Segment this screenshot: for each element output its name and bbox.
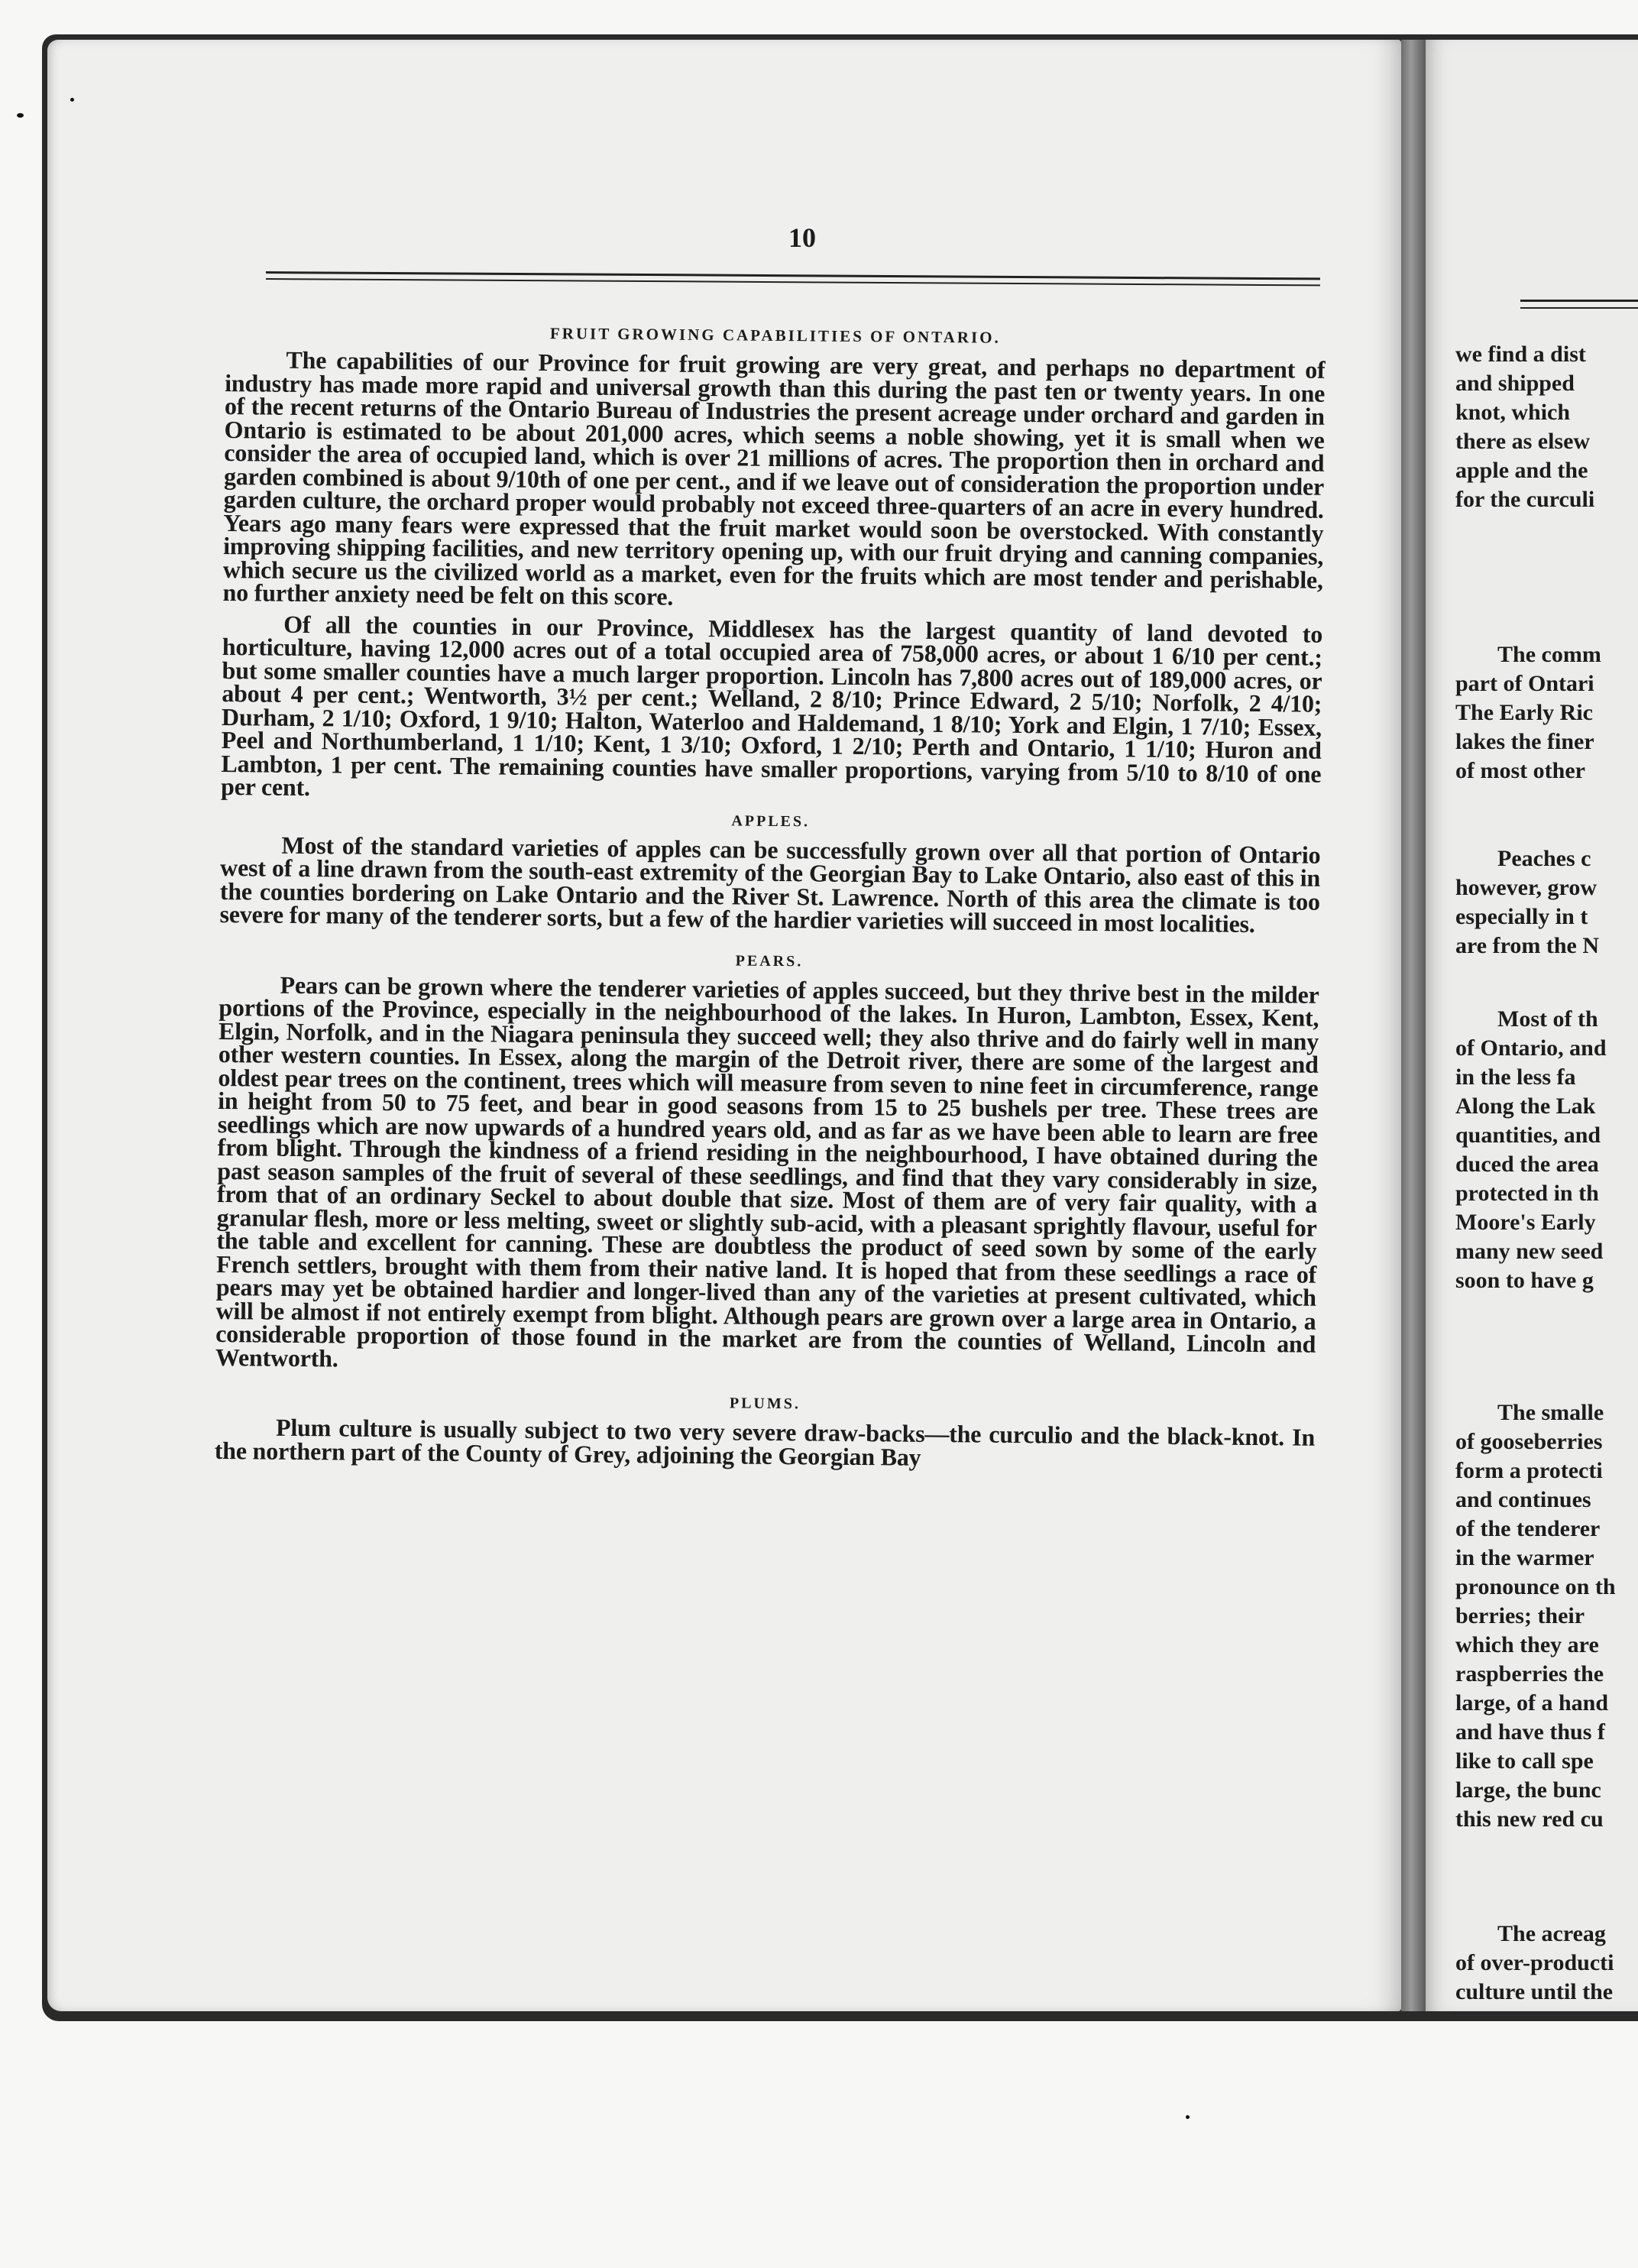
apples-paragraph: Most of the standard varieties of apples can be successfully grown over all that portion of Ontario west of a line drawn from the south-east extremity of the Georgian Bay to Lake Ontario, also east of this in the counties bordering on Lake Ontario and the River St. Lawrence. North of this area the climate is too severe for many of the tenderer sorts, but a few of the hardier varieties will succeed in most localities. <box>219 831 1321 938</box>
right-line: are from the N <box>1455 933 1599 958</box>
right-line: especially in t <box>1455 904 1588 929</box>
right-line: soon to have g <box>1455 1268 1594 1293</box>
right-block-1 <box>1455 340 1594 514</box>
right-line: we find a dist <box>1455 342 1586 367</box>
right-line: apple and the <box>1455 458 1588 483</box>
right-header-rule <box>1520 300 1638 302</box>
right-block-6 <box>1455 1920 1614 2007</box>
right-line: The acreag <box>1497 1921 1606 1946</box>
right-line: berries; their <box>1455 1603 1585 1628</box>
right-line: part of Ontari <box>1455 671 1594 696</box>
right-line: and continues <box>1455 1487 1591 1512</box>
right-line: large, the bunc <box>1455 1777 1601 1803</box>
right-block-4 <box>1455 1005 1607 1295</box>
right-line: knot, which <box>1455 400 1571 425</box>
pears-heading: PEARS. <box>735 951 804 970</box>
right-line: The smalle <box>1497 1400 1604 1425</box>
right-line: raspberries the <box>1455 1661 1604 1686</box>
right-line: for the curculi <box>1455 487 1595 512</box>
right-line: there as elsew <box>1455 429 1591 454</box>
right-line: like to call spe <box>1455 1748 1594 1774</box>
intro-paragraph-2: Of all the counties in our Province, Middlesex has the largest quantity of land devoted to horticulture, having 12,000 acres out of a total occupied area of 758,000 acres, or about 1 6/10 per cent.; but some smaller counties have a much larger proportion. Lincoln has 7,800 acres out of 189,000 acres, or about 4 per cent.; Wentworth, 3½ per cent.; Welland, 2 8/10; Prince Edward, 2 5/10; Norfolk, 2 4/10; Durham, 2 1/10; Oxford, 1 9/10; Halton, Waterloo and Haldemand, 1 8/10; York and Elgin, 1 7/10; Essex, Peel and Northumberland, 1 1/10; Kent, 1 3/10; Oxford, 1 2/10; Perth and Ontario, 1 1/10; Huron and Lambton, 1 per cent. The remaining counties have smaller proportions, varying from 5/10 to 8/10 of one per cent. <box>220 610 1323 802</box>
right-line: in the warmer <box>1455 1545 1594 1570</box>
right-line: pronounce on th <box>1455 1574 1616 1599</box>
right-line: The comm <box>1497 642 1601 667</box>
left-page-body <box>215 321 1326 1480</box>
right-line: many new seed <box>1455 1239 1604 1264</box>
dust-speck <box>70 98 74 102</box>
right-line: and shipped <box>1455 371 1575 396</box>
right-line: of over-producti <box>1455 1950 1614 1975</box>
right-line: The Early Ric <box>1455 700 1593 725</box>
page-number: 10 <box>788 222 816 253</box>
right-line: duced the area <box>1455 1152 1599 1177</box>
plums-heading: PLUMS. <box>729 1395 801 1413</box>
right-line: in the less fa <box>1455 1064 1576 1090</box>
pears-paragraph: Pears can be grown where the tenderer varieties of apples succeed, but they thrive best in the milder portions of the Province, especially in the neighbourhood of the lakes. In Huron, Lambton, Essex, Kent, Elgin, Norfolk, and in the Niagara peninsula they succeed well; they also thrive and do fairly well in many other western counties. In Essex, along the margin of the Detroit river, there are some of the largest and oldest pear trees on the continent, trees which will measure from seven to nine feet in circumference, range in height from 50 to 75 feet, and bear in good seasons from 15 to 25 bushels per tree. These trees are seedlings which are now upwards of a hundred years old, and as far as we have been able to learn are free from blight. Through the kindness of a friend residing in the neighbourhood, I have obtained during the past season samples of the fruit of several of these seedlings, and find that they vary considerably in size, from that of an ordinary Seckel to about double that size. Most of them are of very fair quality, with a granular flesh, more or less melting, sweet or slightly sub-acid, with a pleasant sprightly flavour, useful for the table and excellent for canning. These are doubtless the product of seed sown by some of the early French settlers, brought with them from their native land. It is hoped that from these seedlings a race of pears may yet be obtained hardier and longer-lived than any of the varieties at present cultivated, which will be almost if not entirely exempt from blight. Although pears are grown over a large area in Ontario, a considerable proportion of those found in the market are from the counties of Welland, Lincoln and Wentworth. <box>215 970 1319 1372</box>
intro-paragraph-1: The capabilities of our Province for fruit growing are very great, and perhaps no department of industry has made more rapid and universal growth than this during the past ten or twenty years. In one of the recent returns of the Ontario Bureau of Industries the present acreage under orchard and garden in Ontario is estimated to be about 201,000 acres, which seems a noble showing, yet it is small when we consider the area of occupied land, which is over 21 millions of acres. The proportion then in orchard and garden combined is about 9/10th of one per cent., and if we leave out of consideration the proportion under garden culture, the orchard proper would probably not exceed three-quarters of an acre in every hundred. Years ago many fears were expressed that the fruit market would soon be overstocked. With constantly improving shipping facilities, and new territory opening up, with our fruit drying and canning companies, which secure us the civilized world as a market, even for the fruits which are most tender and perishable, no further anxiety need be felt on this score. <box>222 345 1326 611</box>
right-line: of the tenderer <box>1455 1516 1601 1541</box>
right-line: this new red cu <box>1455 1806 1604 1832</box>
right-line: Moore's Early <box>1455 1210 1596 1235</box>
right-block-3 <box>1455 844 1599 961</box>
right-line: however, grow <box>1455 875 1597 900</box>
right-line: of gooseberries <box>1455 1429 1603 1454</box>
plums-paragraph: Plum culture is usually subject to two very severe draw-backs—the curculio and the black-knot. In the northern part of the County of Grey, adjoining the Georgian Bay <box>214 1413 1316 1471</box>
right-line: form a protecti <box>1455 1458 1603 1483</box>
main-heading: FRUIT GROWING CAPABILITIES OF ONTARIO. <box>549 324 1001 347</box>
dust-speck <box>1186 2115 1190 2119</box>
right-line: Along the Lak <box>1455 1094 1596 1119</box>
right-block-2 <box>1455 640 1601 786</box>
right-line: lakes the finer <box>1455 729 1594 754</box>
right-line: large, of a hand <box>1455 1690 1609 1716</box>
right-line: Peaches c <box>1497 846 1591 871</box>
right-line: which they are <box>1455 1632 1599 1657</box>
right-line: culture until the <box>1455 1979 1614 2004</box>
right-line: of Ontario, and <box>1455 1035 1607 1061</box>
right-line: quantities, and <box>1455 1123 1601 1148</box>
right-line: Most of th <box>1497 1006 1598 1032</box>
dust-speck <box>17 113 24 118</box>
right-line: and have thus f <box>1455 1719 1605 1745</box>
right-block-5 <box>1455 1398 1616 1834</box>
right-header-rule-thin <box>1520 307 1638 309</box>
book-gutter <box>1401 40 1426 2011</box>
right-line: of most other <box>1455 758 1585 783</box>
right-line: protected in th <box>1455 1181 1599 1206</box>
apples-heading: APPLES. <box>731 812 811 830</box>
